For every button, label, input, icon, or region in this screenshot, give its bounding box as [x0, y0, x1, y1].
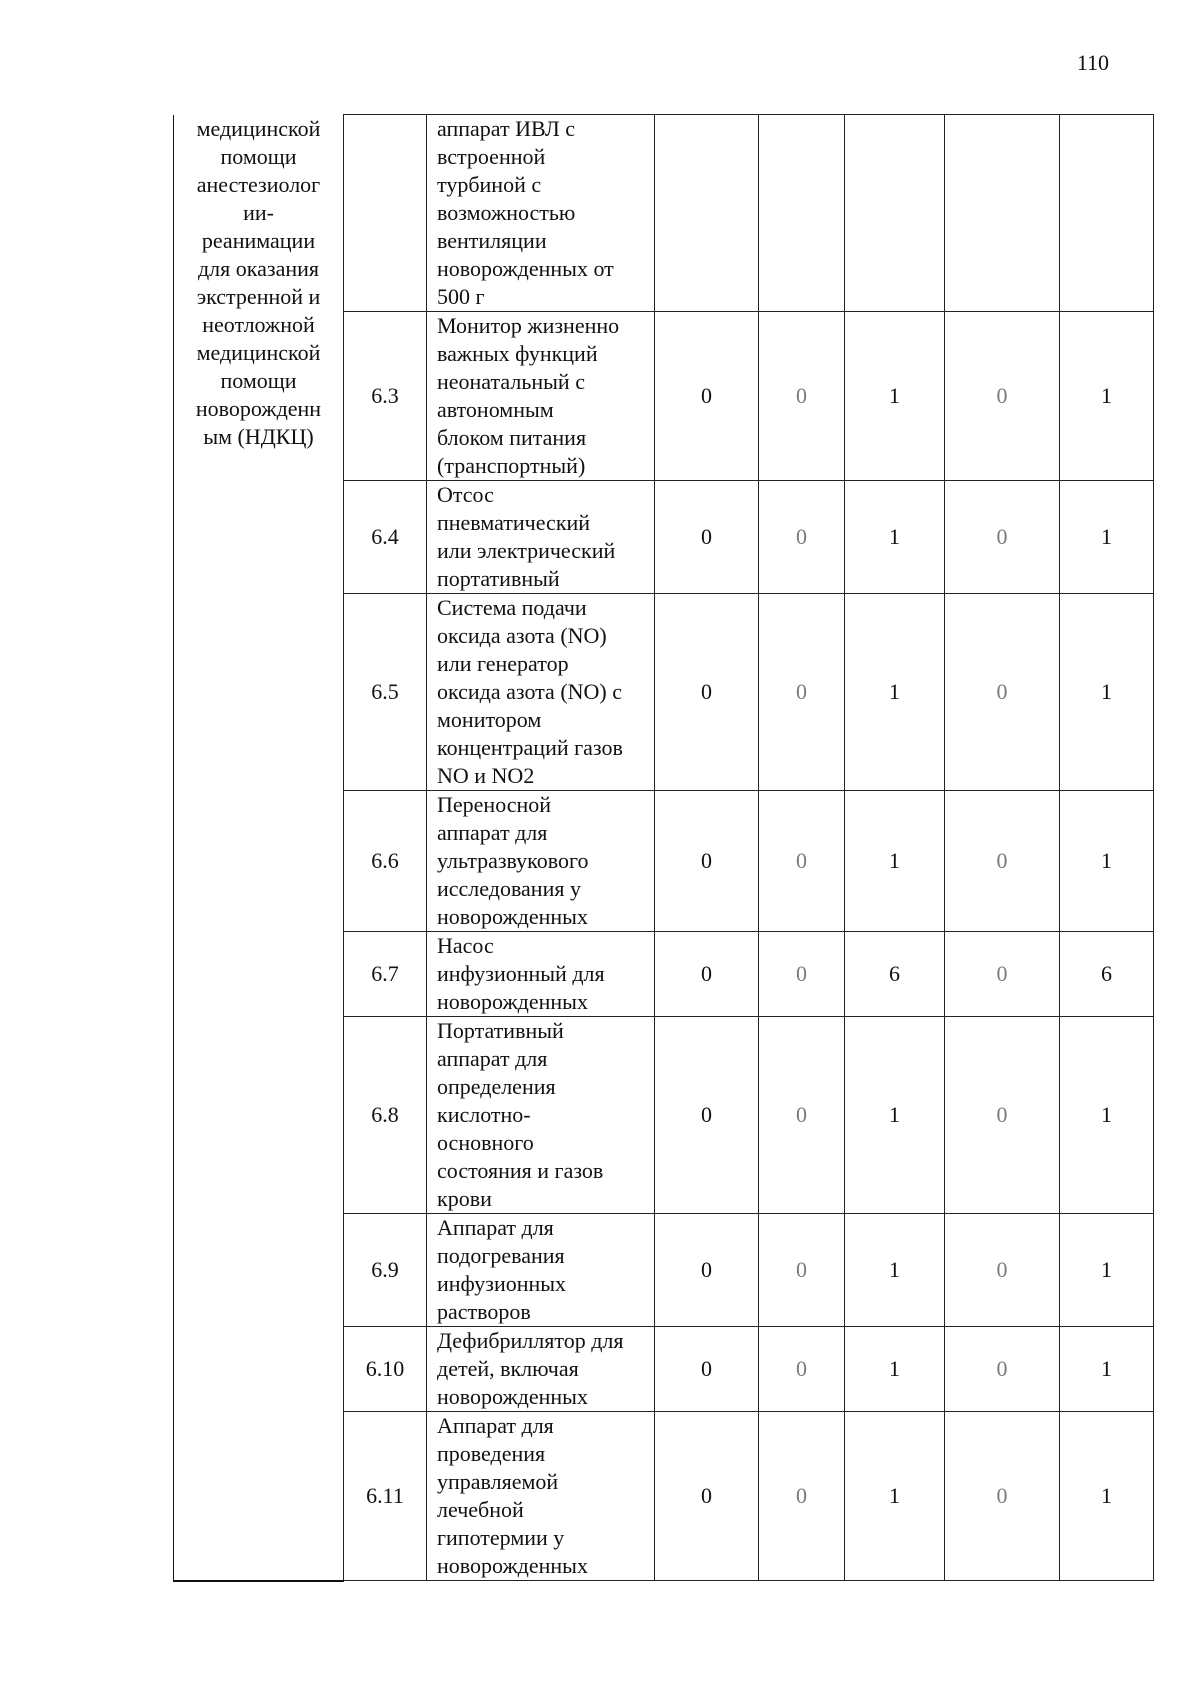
equipment-table [173, 114, 1154, 1582]
item-description-line: проведения [437, 1441, 546, 1466]
value-cell [845, 115, 945, 312]
value-cell: 1 [845, 1412, 945, 1581]
item-description-line: определения [437, 1074, 556, 1099]
item-description-line: вентиляции [437, 228, 547, 253]
value-cell: 1 [1060, 791, 1154, 932]
item-description-line: блоком питания [437, 425, 587, 450]
value-cell [945, 115, 1060, 312]
item-description-line: ультразвукового [437, 848, 589, 873]
value-cell: 0 [945, 312, 1060, 481]
item-description-line: Насос [437, 933, 494, 958]
value-cell: 0 [655, 594, 759, 791]
item-description [427, 1017, 655, 1214]
value-cell: 0 [655, 1214, 759, 1327]
section-label-line: новорожденн [195, 395, 322, 421]
item-description [427, 1214, 655, 1327]
item-description-line: Дефибриллятор для [437, 1328, 624, 1353]
item-description [427, 115, 655, 312]
section-label-line: ии- [243, 199, 274, 225]
item-description-line: новорожденных [437, 1553, 588, 1578]
value-cell: 0 [945, 1214, 1060, 1327]
value-cell: 1 [845, 1214, 945, 1327]
value-cell: 0 [759, 1214, 845, 1327]
value-cell: 1 [1060, 312, 1154, 481]
item-number: 6.11 [344, 1412, 427, 1581]
item-description-line: основного [437, 1130, 534, 1155]
item-description-line: Аппарат для [437, 1215, 554, 1240]
item-number: 6.9 [344, 1214, 427, 1327]
section-label-line: медицинской [196, 115, 321, 141]
value-cell: 0 [655, 932, 759, 1017]
item-description-line: турбиной с [437, 172, 542, 197]
value-cell: 0 [759, 481, 845, 594]
section-label-line: помощи [220, 367, 297, 393]
value-cell: 1 [1060, 1327, 1154, 1412]
value-cell [655, 115, 759, 312]
item-description-line: важных функций [437, 341, 598, 366]
value-cell: 0 [759, 1017, 845, 1214]
value-cell: 0 [945, 1327, 1060, 1412]
value-cell [1060, 115, 1154, 312]
item-description-line: Аппарат для [437, 1413, 554, 1438]
item-description-line: аппарат для [437, 1046, 548, 1071]
item-description-line: инфузионный для [437, 961, 605, 986]
section-label-cell [174, 115, 344, 1581]
table-row [174, 115, 1154, 312]
item-description [427, 1327, 655, 1412]
item-description-line: возможностью [437, 200, 576, 225]
value-cell: 0 [945, 791, 1060, 932]
item-description-line: портативный [437, 566, 560, 591]
item-description-line: аппарат для [437, 820, 548, 845]
item-description-line: новорожденных от [437, 256, 614, 281]
item-description-line: оксида азота (NO) [437, 623, 607, 648]
value-cell [759, 115, 845, 312]
item-description [427, 594, 655, 791]
item-description-line: Система подачи [437, 595, 587, 620]
item-description-line: кислотно- [437, 1102, 531, 1127]
value-cell: 1 [845, 481, 945, 594]
value-cell: 1 [845, 1327, 945, 1412]
item-description-line: Портативный [437, 1018, 564, 1043]
item-description [427, 312, 655, 481]
item-description-line: лечебной [437, 1497, 524, 1522]
item-description [427, 932, 655, 1017]
value-cell: 1 [1060, 481, 1154, 594]
item-number: 6.7 [344, 932, 427, 1017]
value-cell: 0 [759, 594, 845, 791]
value-cell: 0 [945, 1017, 1060, 1214]
item-description-line: управляемой [437, 1469, 559, 1494]
section-label-line: неотложной [202, 311, 315, 337]
item-description-line: NO и NO2 [437, 763, 535, 788]
value-cell: 0 [945, 481, 1060, 594]
item-description-line: подогревания [437, 1243, 565, 1268]
item-number: 6.3 [344, 312, 427, 481]
item-description-line: детей, включая [437, 1356, 579, 1381]
item-description-line: инфузионных [437, 1271, 567, 1296]
item-description-line: новорожденных [437, 904, 588, 929]
value-cell: 0 [655, 312, 759, 481]
value-cell: 0 [655, 481, 759, 594]
item-description-line: встроенной [437, 144, 546, 169]
item-description-line: новорожденных [437, 1384, 588, 1409]
item-number: 6.10 [344, 1327, 427, 1412]
item-description-line: или электрический [437, 538, 616, 563]
section-label-line: экстренной и [196, 283, 321, 309]
value-cell: 0 [759, 312, 845, 481]
item-description-line: автономным [437, 397, 554, 422]
item-number: 6.8 [344, 1017, 427, 1214]
item-description-line: монитором [437, 707, 542, 732]
value-cell: 1 [1060, 594, 1154, 791]
item-description [427, 1412, 655, 1581]
section-label-line: медицинской [196, 339, 321, 365]
item-description-line: крови [437, 1186, 492, 1211]
item-description-line: Переносной [437, 792, 552, 817]
value-cell: 0 [759, 932, 845, 1017]
item-description-line: Монитор жизненно [437, 313, 620, 338]
value-cell: 0 [759, 791, 845, 932]
item-number [344, 115, 427, 312]
item-description-line: исследования у [437, 876, 581, 901]
item-description-line: 500 г [437, 284, 485, 309]
value-cell: 0 [945, 594, 1060, 791]
item-description-line: новорожденных [437, 989, 588, 1014]
item-description-line: или генератор [437, 651, 569, 676]
value-cell: 0 [759, 1412, 845, 1581]
value-cell: 6 [1060, 932, 1154, 1017]
value-cell: 1 [845, 1017, 945, 1214]
value-cell: 1 [845, 791, 945, 932]
item-description-line: Отсос [437, 482, 494, 507]
section-label-line: для оказания [197, 255, 320, 281]
value-cell: 1 [845, 594, 945, 791]
value-cell: 1 [1060, 1214, 1154, 1327]
page-number: 110 [1076, 50, 1109, 75]
item-number: 6.4 [344, 481, 427, 594]
item-description-line: пневматический [437, 510, 591, 535]
item-description-line: аппарат ИВЛ с [437, 116, 576, 141]
value-cell: 6 [845, 932, 945, 1017]
value-cell: 0 [655, 1017, 759, 1214]
section-label-line: анестезиолог [196, 171, 321, 197]
section-label-line: ым (НДКЦ) [203, 423, 314, 449]
item-description [427, 791, 655, 932]
section-label-line: помощи [220, 143, 297, 169]
value-cell: 0 [945, 1412, 1060, 1581]
section-label-line: реанимации [201, 227, 316, 253]
value-cell: 1 [845, 312, 945, 481]
item-number: 6.6 [344, 791, 427, 932]
item-description-line: состояния и газов [437, 1158, 604, 1183]
item-description-line: оксида азота (NO) с [437, 679, 623, 704]
item-description-line: (транспортный) [437, 453, 586, 478]
item-description-line: гипотермии у [437, 1525, 565, 1550]
value-cell: 1 [1060, 1412, 1154, 1581]
item-description [427, 481, 655, 594]
item-number: 6.5 [344, 594, 427, 791]
value-cell: 0 [945, 932, 1060, 1017]
item-description-line: неонатальный с [437, 369, 585, 394]
value-cell: 0 [655, 791, 759, 932]
item-description-line: концентраций газов [437, 735, 623, 760]
value-cell: 0 [655, 1412, 759, 1581]
value-cell: 0 [759, 1327, 845, 1412]
value-cell: 1 [1060, 1017, 1154, 1214]
value-cell: 0 [655, 1327, 759, 1412]
item-description-line: растворов [437, 1299, 531, 1324]
